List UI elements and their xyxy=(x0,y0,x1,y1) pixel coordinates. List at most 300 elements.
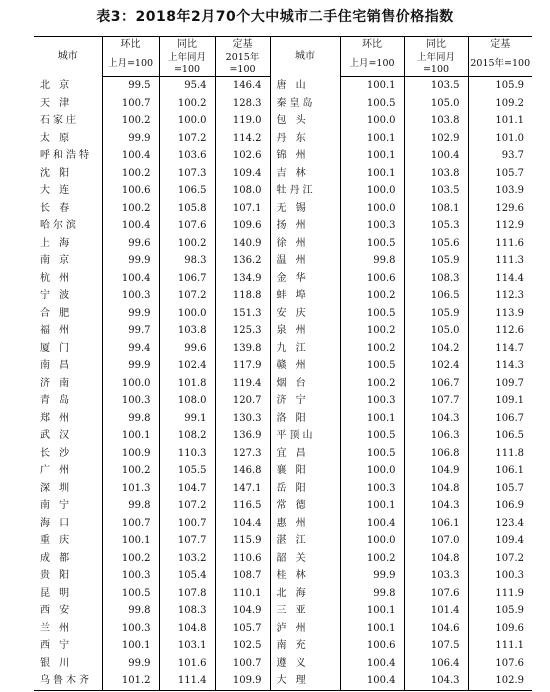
mom-cell-right: 100.0 xyxy=(340,182,404,200)
base-cell-left: 116.5 xyxy=(215,497,270,515)
base-cell-left: 136.2 xyxy=(215,252,270,270)
base-cell-right: 112.3 xyxy=(468,287,532,305)
city-cell-right: 包 头 xyxy=(270,112,340,130)
base-cell-right: 105.7 xyxy=(468,165,532,183)
yoy-cell-left: 100.2 xyxy=(159,235,215,253)
mom-cell-right: 100.3 xyxy=(340,217,404,235)
city-cell-right: 牡丹江 xyxy=(270,182,340,200)
base-cell-left: 134.9 xyxy=(215,270,270,288)
base-cell-right: 106.9 xyxy=(468,497,532,515)
base-cell-left: 105.7 xyxy=(215,620,270,638)
yoy-cell-right: 104.3 xyxy=(404,497,468,515)
subheader-yoy-right: 上年同月=100 xyxy=(404,52,468,77)
yoy-cell-left: 107.7 xyxy=(159,532,215,550)
base-cell-left: 117.9 xyxy=(215,357,270,375)
base-cell-right: 106.1 xyxy=(468,462,532,480)
city-cell-left: 上 海 xyxy=(40,237,73,249)
base-cell-right: 107.6 xyxy=(468,655,532,673)
header-yoy-left: 同比 xyxy=(159,37,215,53)
mom-cell-right: 100.0 xyxy=(340,532,404,550)
subheader-mom-right: 上月=100 xyxy=(340,52,404,77)
yoy-cell-left: 100.2 xyxy=(159,95,215,113)
table-row xyxy=(34,217,532,235)
city-cell-right: 九 江 xyxy=(270,340,340,358)
city-cell-left: 北 京 xyxy=(40,79,73,91)
table-row xyxy=(34,672,532,690)
table-row xyxy=(34,585,532,603)
mom-cell-right: 100.1 xyxy=(340,497,404,515)
base-cell-left: 104.4 xyxy=(215,515,270,533)
city-cell-right: 大 理 xyxy=(270,672,340,690)
yoy-cell-right: 107.6 xyxy=(404,585,468,603)
city-cell-left: 青 岛 xyxy=(40,395,73,406)
base-cell-left: 147.1 xyxy=(215,480,270,498)
yoy-cell-left: 101.6 xyxy=(159,655,215,673)
yoy-cell-left: 98.3 xyxy=(159,252,215,270)
mom-cell-left: 100.4 xyxy=(102,270,159,288)
mom-cell-right: 100.3 xyxy=(340,480,404,498)
city-cell-left: 合 肥 xyxy=(40,307,73,319)
base-cell-right: 111.6 xyxy=(468,235,532,253)
header-base-right: 定基 xyxy=(468,37,532,53)
city-cell-right: 惠 州 xyxy=(270,515,340,533)
mom-cell-left: 100.2 xyxy=(102,200,159,218)
base-cell-left: 107.1 xyxy=(215,200,270,218)
yoy-cell-right: 105.6 xyxy=(404,235,468,253)
table-row xyxy=(34,445,532,463)
yoy-cell-left: 107.2 xyxy=(159,497,215,515)
base-cell-right: 114.4 xyxy=(468,270,532,288)
base-cell-left: 118.8 xyxy=(215,287,270,305)
mom-cell-left: 99.5 xyxy=(102,77,159,95)
base-cell-left: 151.3 xyxy=(215,305,270,323)
yoy-cell-left: 99.1 xyxy=(159,410,215,428)
yoy-cell-right: 106.5 xyxy=(404,287,468,305)
yoy-cell-right: 103.5 xyxy=(404,77,468,95)
mom-cell-left: 99.8 xyxy=(102,497,159,515)
mom-cell-left: 99.9 xyxy=(102,305,159,323)
mom-cell-right: 100.5 xyxy=(340,445,404,463)
city-cell-left: 武 汉 xyxy=(40,430,73,441)
base-cell-right: 113.9 xyxy=(468,305,532,323)
city-cell-right: 桂 林 xyxy=(270,567,340,585)
city-cell-right: 襄 阳 xyxy=(270,462,340,480)
base-cell-right: 105.9 xyxy=(468,602,532,620)
base-cell-left: 136.9 xyxy=(215,427,270,445)
yoy-cell-left: 104.7 xyxy=(159,480,215,498)
base-cell-right: 101.1 xyxy=(468,112,532,130)
yoy-cell-right: 105.0 xyxy=(404,95,468,113)
table-row xyxy=(34,200,532,218)
yoy-cell-left: 103.8 xyxy=(159,322,215,340)
city-cell-right: 南 充 xyxy=(270,637,340,655)
yoy-cell-left: 100.0 xyxy=(159,112,215,130)
city-cell-left: 昆 明 xyxy=(40,587,73,599)
mom-cell-left: 99.8 xyxy=(102,410,159,428)
table-row xyxy=(34,287,532,305)
table-row xyxy=(34,130,532,148)
city-cell-left: 乌鲁木齐 xyxy=(34,672,102,690)
yoy-cell-left: 107.8 xyxy=(159,585,215,603)
city-cell-left: 南 京 xyxy=(40,255,73,266)
mom-cell-right: 100.2 xyxy=(340,340,404,358)
city-cell-left: 福 州 xyxy=(40,325,73,336)
mom-cell-left: 100.2 xyxy=(102,165,159,183)
header-mom-left: 环比 xyxy=(102,37,159,53)
mom-cell-left: 100.5 xyxy=(102,585,159,603)
mom-cell-right: 100.2 xyxy=(340,322,404,340)
mom-cell-right: 99.8 xyxy=(340,252,404,270)
yoy-cell-left: 95.4 xyxy=(159,77,215,95)
city-cell-left: 长 沙 xyxy=(40,447,73,459)
table-row xyxy=(34,147,532,165)
mom-cell-left: 100.3 xyxy=(102,567,159,585)
base-cell-right: 103.9 xyxy=(468,182,532,200)
yoy-cell-right: 105.9 xyxy=(404,252,468,270)
mom-cell-right: 100.5 xyxy=(340,235,404,253)
city-cell-right: 常 德 xyxy=(270,497,340,515)
base-cell-right: 111.3 xyxy=(468,252,532,270)
city-cell-left: 兰 州 xyxy=(40,622,73,634)
header-city-left: 城市 xyxy=(34,37,102,77)
base-cell-left: 109.6 xyxy=(215,217,270,235)
yoy-cell-left: 108.2 xyxy=(159,427,215,445)
mom-cell-right: 100.5 xyxy=(340,357,404,375)
yoy-cell-right: 104.3 xyxy=(404,410,468,428)
yoy-cell-left: 108.3 xyxy=(159,602,215,620)
city-cell-left: 郑 州 xyxy=(40,412,73,424)
city-cell-left: 银 川 xyxy=(40,657,73,669)
base-cell-left: 114.2 xyxy=(215,130,270,148)
yoy-cell-right: 104.9 xyxy=(404,462,468,480)
city-cell-right: 烟 台 xyxy=(270,375,340,393)
base-cell-right: 114.3 xyxy=(468,357,532,375)
table-row xyxy=(34,532,532,550)
base-cell-right: 112.9 xyxy=(468,217,532,235)
yoy-cell-right: 103.8 xyxy=(404,112,468,130)
city-cell-left: 济 南 xyxy=(40,377,73,389)
base-cell-left: 120.7 xyxy=(215,392,270,410)
city-cell-left: 宁 波 xyxy=(40,290,73,301)
mom-cell-left: 99.9 xyxy=(102,252,159,270)
base-cell-left: 102.6 xyxy=(215,147,270,165)
yoy-cell-right: 105.0 xyxy=(404,322,468,340)
base-cell-right: 109.7 xyxy=(468,375,532,393)
mom-cell-right: 100.6 xyxy=(340,270,404,288)
mom-cell-right: 100.0 xyxy=(340,200,404,218)
base-cell-right: 111.8 xyxy=(468,445,532,463)
table-row xyxy=(34,252,532,270)
yoy-cell-left: 105.8 xyxy=(159,200,215,218)
table-row xyxy=(34,95,532,113)
city-cell-left: 西 安 xyxy=(40,605,73,616)
mom-cell-right: 100.2 xyxy=(340,287,404,305)
base-cell-left: 109.4 xyxy=(215,165,270,183)
city-cell-right: 泉 州 xyxy=(270,322,340,340)
city-cell-left: 重 庆 xyxy=(40,535,73,546)
city-cell-right: 徐 州 xyxy=(270,235,340,253)
city-cell-left: 广 州 xyxy=(40,465,73,476)
base-cell-left: 102.5 xyxy=(215,637,270,655)
yoy-cell-left: 103.1 xyxy=(159,637,215,655)
yoy-cell-right: 104.6 xyxy=(404,620,468,638)
city-cell-right: 唐 山 xyxy=(270,77,340,95)
mom-cell-right: 100.1 xyxy=(340,147,404,165)
yoy-cell-left: 108.0 xyxy=(159,392,215,410)
mom-cell-right: 100.4 xyxy=(340,672,404,690)
table-row xyxy=(34,392,532,410)
city-cell-left: 南 宁 xyxy=(40,500,73,511)
mom-cell-left: 100.7 xyxy=(102,515,159,533)
mom-cell-left: 100.2 xyxy=(102,462,159,480)
base-cell-left: 115.9 xyxy=(215,532,270,550)
yoy-cell-left: 107.6 xyxy=(159,217,215,235)
yoy-cell-right: 101.4 xyxy=(404,602,468,620)
table-row xyxy=(34,112,532,130)
yoy-cell-left: 99.6 xyxy=(159,340,215,358)
base-cell-right: 106.5 xyxy=(468,427,532,445)
yoy-cell-left: 107.3 xyxy=(159,165,215,183)
yoy-cell-right: 106.3 xyxy=(404,427,468,445)
mom-cell-left: 99.8 xyxy=(102,602,159,620)
base-cell-right: 101.0 xyxy=(468,130,532,148)
base-cell-right: 93.7 xyxy=(468,147,532,165)
mom-cell-left: 100.1 xyxy=(102,427,159,445)
table-row xyxy=(34,340,532,358)
mom-cell-right: 99.9 xyxy=(340,567,404,585)
base-cell-left: 139.8 xyxy=(215,340,270,358)
city-cell-left: 太 原 xyxy=(40,132,73,144)
city-cell-left: 杭 州 xyxy=(40,272,73,284)
table-row xyxy=(34,497,532,515)
price-index-table xyxy=(34,36,532,691)
city-cell-left: 贵 阳 xyxy=(40,570,73,581)
mom-cell-left: 101.2 xyxy=(102,672,159,690)
yoy-cell-left: 105.5 xyxy=(159,462,215,480)
yoy-cell-left: 103.2 xyxy=(159,550,215,568)
mom-cell-right: 100.1 xyxy=(340,410,404,428)
base-cell-right: 105.7 xyxy=(468,480,532,498)
city-cell-right: 宜 昌 xyxy=(270,445,340,463)
city-cell-left: 海 口 xyxy=(40,517,73,529)
table-row xyxy=(34,235,532,253)
base-cell-right: 111.9 xyxy=(468,585,532,603)
city-cell-right: 温 州 xyxy=(270,252,340,270)
table-row xyxy=(34,637,532,655)
yoy-cell-right: 102.9 xyxy=(404,130,468,148)
city-cell-right: 平顶山 xyxy=(270,427,340,445)
base-cell-right: 114.7 xyxy=(468,340,532,358)
yoy-cell-left: 106.5 xyxy=(159,182,215,200)
base-cell-right: 111.1 xyxy=(468,637,532,655)
city-cell-right: 吉 林 xyxy=(270,165,340,183)
mom-cell-right: 100.2 xyxy=(340,375,404,393)
mom-cell-right: 100.1 xyxy=(340,130,404,148)
yoy-cell-right: 104.8 xyxy=(404,480,468,498)
yoy-cell-left: 101.8 xyxy=(159,375,215,393)
base-cell-left: 110.1 xyxy=(215,585,270,603)
city-cell-right: 安 庆 xyxy=(270,305,340,323)
yoy-cell-right: 107.5 xyxy=(404,637,468,655)
city-cell-left: 成 都 xyxy=(40,552,73,564)
city-cell-right: 扬 州 xyxy=(270,217,340,235)
base-cell-right: 129.6 xyxy=(468,200,532,218)
yoy-cell-right: 103.5 xyxy=(404,182,468,200)
mom-cell-left: 100.2 xyxy=(102,550,159,568)
city-cell-left: 长 春 xyxy=(40,202,73,214)
yoy-cell-right: 102.4 xyxy=(404,357,468,375)
base-cell-left: 108.7 xyxy=(215,567,270,585)
mom-cell-right: 100.1 xyxy=(340,620,404,638)
city-cell-left: 西 宁 xyxy=(40,640,73,651)
yoy-cell-left: 103.6 xyxy=(159,147,215,165)
city-cell-right: 遵 义 xyxy=(270,655,340,673)
mom-cell-right: 100.6 xyxy=(340,637,404,655)
yoy-cell-right: 108.1 xyxy=(404,200,468,218)
base-cell-right: 102.9 xyxy=(468,672,532,690)
header-mom-right: 环比 xyxy=(340,37,404,53)
table-row xyxy=(34,655,532,673)
yoy-cell-right: 105.9 xyxy=(404,305,468,323)
city-cell-right: 岳 阳 xyxy=(270,480,340,498)
mom-cell-left: 101.3 xyxy=(102,480,159,498)
base-cell-left: 110.6 xyxy=(215,550,270,568)
mom-cell-left: 100.1 xyxy=(102,532,159,550)
base-cell-right: 109.4 xyxy=(468,532,532,550)
table-row xyxy=(34,182,532,200)
city-cell-left: 石家庄 xyxy=(40,115,79,126)
mom-cell-left: 100.3 xyxy=(102,392,159,410)
mom-cell-left: 100.3 xyxy=(102,287,159,305)
mom-cell-left: 99.6 xyxy=(102,235,159,253)
table-title: 表3：2018年2月70个大中城市二手住宅销售价格指数 xyxy=(96,9,454,25)
mom-cell-right: 100.5 xyxy=(340,427,404,445)
mom-cell-left: 100.3 xyxy=(102,620,159,638)
table-row xyxy=(34,305,532,323)
base-cell-left: 130.3 xyxy=(215,410,270,428)
base-cell-left: 128.3 xyxy=(215,95,270,113)
city-cell-left: 深 圳 xyxy=(40,482,73,494)
mom-cell-left: 99.7 xyxy=(102,322,159,340)
mom-cell-right: 100.0 xyxy=(340,112,404,130)
yoy-cell-left: 110.3 xyxy=(159,445,215,463)
mom-cell-right: 100.5 xyxy=(340,305,404,323)
city-cell-right: 秦皇岛 xyxy=(270,95,340,113)
mom-cell-right: 100.1 xyxy=(340,165,404,183)
base-cell-right: 109.2 xyxy=(468,95,532,113)
yoy-cell-left: 106.7 xyxy=(159,270,215,288)
yoy-cell-left: 104.8 xyxy=(159,620,215,638)
mom-cell-right: 100.0 xyxy=(340,462,404,480)
yoy-cell-left: 107.2 xyxy=(159,130,215,148)
table-row xyxy=(34,410,532,428)
yoy-cell-right: 103.3 xyxy=(404,567,468,585)
yoy-cell-left: 100.7 xyxy=(159,515,215,533)
base-cell-left: 108.0 xyxy=(215,182,270,200)
mom-cell-left: 99.4 xyxy=(102,340,159,358)
base-cell-left: 125.3 xyxy=(215,322,270,340)
base-cell-left: 104.9 xyxy=(215,602,270,620)
yoy-cell-left: 100.0 xyxy=(159,305,215,323)
table-row xyxy=(34,515,532,533)
city-cell-right: 洛 阳 xyxy=(270,410,340,428)
city-cell-right: 无 锡 xyxy=(270,200,340,218)
table-row xyxy=(34,322,532,340)
yoy-cell-right: 107.0 xyxy=(404,532,468,550)
mom-cell-right: 99.8 xyxy=(340,585,404,603)
yoy-cell-right: 106.4 xyxy=(404,655,468,673)
table-row xyxy=(34,427,532,445)
mom-cell-left: 100.9 xyxy=(102,445,159,463)
base-cell-left: 146.4 xyxy=(215,77,270,95)
table-row xyxy=(34,602,532,620)
mom-cell-right: 100.2 xyxy=(340,550,404,568)
base-cell-right: 109.6 xyxy=(468,620,532,638)
city-cell-right: 济 宁 xyxy=(270,392,340,410)
city-cell-left: 厦 门 xyxy=(40,342,73,354)
yoy-cell-right: 108.3 xyxy=(404,270,468,288)
mom-cell-left: 99.9 xyxy=(102,130,159,148)
mom-cell-right: 100.1 xyxy=(340,602,404,620)
city-cell-left: 南 昌 xyxy=(40,360,73,371)
city-cell-right: 泸 州 xyxy=(270,620,340,638)
table-row xyxy=(34,567,532,585)
table-row xyxy=(34,357,532,375)
base-cell-right: 112.6 xyxy=(468,322,532,340)
base-cell-right: 107.2 xyxy=(468,550,532,568)
mom-cell-left: 100.4 xyxy=(102,217,159,235)
base-cell-right: 123.4 xyxy=(468,515,532,533)
yoy-cell-left: 107.2 xyxy=(159,287,215,305)
base-cell-left: 140.9 xyxy=(215,235,270,253)
base-cell-left: 119.4 xyxy=(215,375,270,393)
mom-cell-right: 100.4 xyxy=(340,515,404,533)
yoy-cell-right: 105.3 xyxy=(404,217,468,235)
city-cell-right: 三 亚 xyxy=(270,602,340,620)
city-cell-right: 赣 州 xyxy=(270,357,340,375)
yoy-cell-left: 105.4 xyxy=(159,567,215,585)
yoy-cell-left: 111.4 xyxy=(159,672,215,690)
header-yoy-right: 同比 xyxy=(404,37,468,53)
subheader-mom-left: 上月=100 xyxy=(102,52,159,77)
base-cell-left: 127.3 xyxy=(215,445,270,463)
table-row xyxy=(34,77,532,95)
mom-cell-left: 99.9 xyxy=(102,655,159,673)
yoy-cell-right: 100.4 xyxy=(404,147,468,165)
base-cell-left: 119.0 xyxy=(215,112,270,130)
table-row xyxy=(34,620,532,638)
city-cell-left: 天 津 xyxy=(40,97,73,109)
base-cell-right: 109.1 xyxy=(468,392,532,410)
yoy-cell-right: 106.8 xyxy=(404,445,468,463)
mom-cell-left: 100.0 xyxy=(102,375,159,393)
yoy-cell-right: 104.2 xyxy=(404,340,468,358)
subheader-base-left: 2015年=100 xyxy=(215,52,270,77)
mom-cell-right: 100.3 xyxy=(340,392,404,410)
city-cell-right: 蚌 埠 xyxy=(270,287,340,305)
header-city-right: 城市 xyxy=(270,37,340,77)
base-cell-left: 109.9 xyxy=(215,672,270,690)
city-cell-left: 大 连 xyxy=(40,185,73,196)
city-cell-left: 沈 阳 xyxy=(40,167,73,179)
header-base-left: 定基 xyxy=(215,37,270,53)
mom-cell-right: 100.5 xyxy=(340,95,404,113)
city-cell-right: 锦 州 xyxy=(270,147,340,165)
table-row xyxy=(34,550,532,568)
base-cell-left: 146.8 xyxy=(215,462,270,480)
table-row xyxy=(34,462,532,480)
city-cell-left: 哈尔滨 xyxy=(40,220,79,231)
